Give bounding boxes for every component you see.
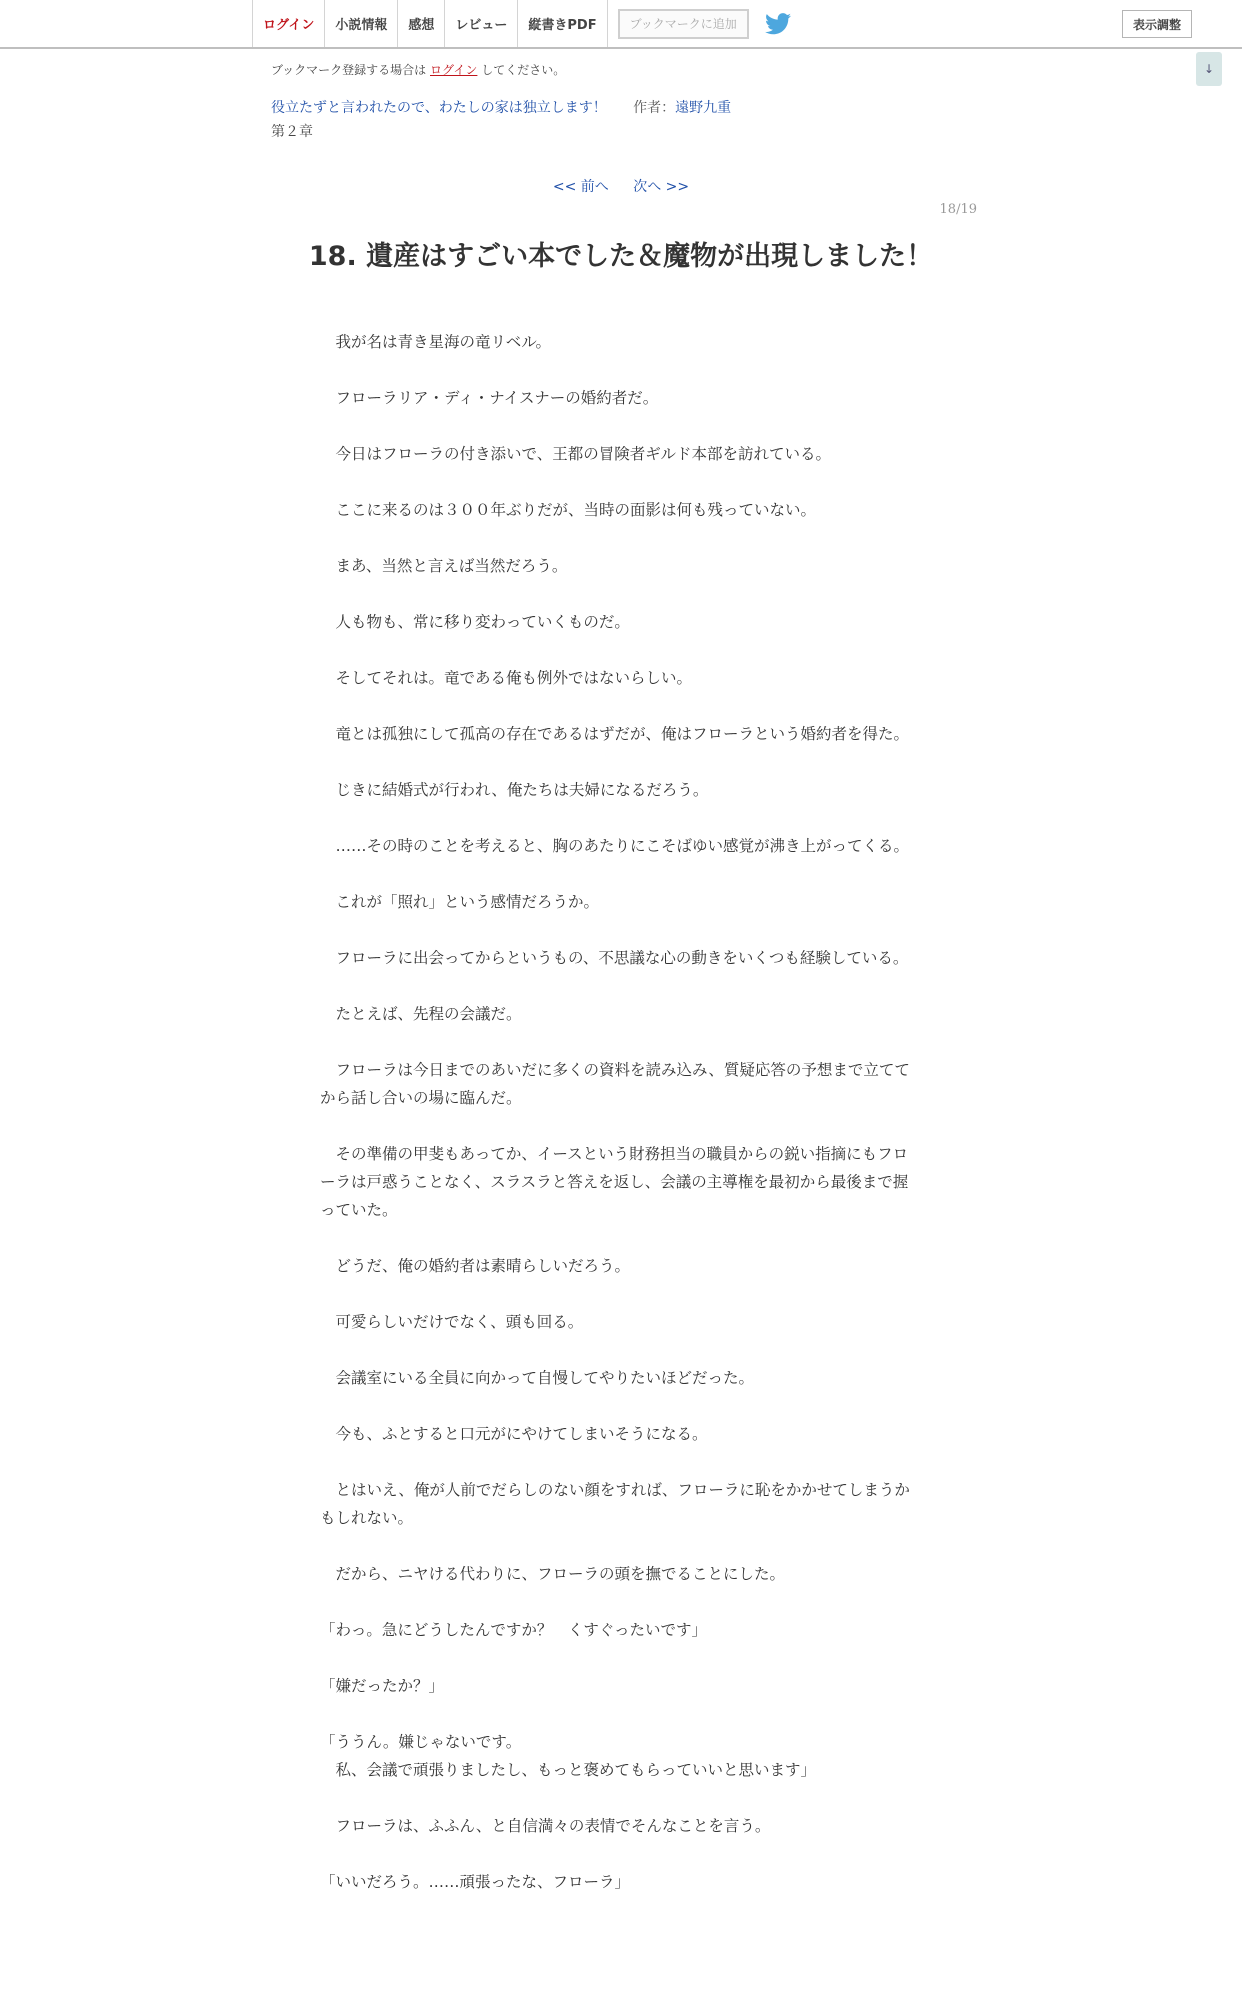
login-link[interactable]: ログイン (252, 0, 324, 47)
site-header (0, 0, 1242, 49)
prev-episode-link[interactable]: << 前へ (552, 179, 609, 195)
paragraph: フローラリア・ディ・ナイスナーの婚約者だ。 (320, 389, 659, 407)
chapter-title: 第２章 (271, 124, 313, 140)
paragraph: 今も、ふとすると口元がにやけてしまいそうになる。 (320, 1425, 708, 1443)
review-link[interactable]: レビュー (444, 0, 517, 47)
paragraph: 竜とは孤独にして孤高の存在であるはずだが、俺はフローラという婚約者を得た。 (320, 725, 910, 743)
novel-header (271, 97, 731, 117)
scroll-down-button[interactable]: ↓ (1196, 52, 1222, 86)
impressions-link[interactable]: 感想 (397, 0, 444, 47)
paragraph: フローラは今日までのあいだに多くの資料を読み込み、質疑応答の予想まで立ててから話し合いの場に臨んだ。 (320, 1061, 910, 1107)
twitter-icon[interactable] (765, 13, 791, 35)
novel-title-link[interactable]: 役立たずと言われたので、わたしの家は独立します！ (271, 100, 607, 116)
paragraph: 「いいだろう。……頑張ったな、フローラ」 (320, 1873, 631, 1891)
paragraph: フローラに出会ってからというもの、不思議な心の動きをいくつも経験している。 (320, 949, 909, 967)
paragraph: 「嫌だったか？」 (320, 1677, 445, 1695)
notice-suffix: してください。 (481, 63, 566, 77)
author-label: 作者： (633, 100, 676, 116)
paragraph: フローラは、ふふん、と自信満々の表情でそんなことを言う。 (320, 1817, 771, 1835)
header-nav (252, 0, 791, 47)
notice-prefix: ブックマーク登録する場合は (271, 63, 427, 77)
episode-title: 18. 遺産はすごい本でした＆魔物が出現しました！ (308, 241, 934, 272)
episode-number: 18/19 (939, 202, 977, 217)
paragraph: とはいえ、俺が人前でだらしのない顔をすれば、フローラに恥をかかせてしまうかもしれない。 (320, 1481, 910, 1527)
paragraph: そしてそれは。竜である俺も例外ではないらしい。 (320, 669, 693, 687)
next-episode-link[interactable]: 次へ >> (633, 179, 690, 195)
paragraph: 会議室にいる全員に向かって自慢してやりたいほどだった。 (320, 1369, 755, 1387)
paragraph: まあ、当然と言えば当然だろう。 (320, 557, 568, 575)
paragraph: 我が名は青き星海の竜リベル。 (320, 333, 551, 351)
paragraph: 「わっ。急にどうしたんですか？ くすぐったいです」 (320, 1621, 708, 1639)
paragraph: その準備の甲斐もあってか、イースという財務担当の職員からの鋭い指摘にもフローラは戸惑うことなく、スラスラと答えを返し、会議の主導権を最初から最後まで握っていた。 (320, 1145, 909, 1219)
notice-login-link[interactable]: ログイン (430, 63, 478, 77)
author-link[interactable]: 遠野九重 (675, 100, 732, 116)
display-settings-button[interactable]: 表示調整 (1122, 10, 1192, 38)
novel-body (320, 328, 916, 1924)
paragraph: ……その時のことを考えると、胸のあたりにこそばゆい感覚が沸き上がってくる。 (320, 837, 910, 855)
paragraph: たとえば、先程の会議だ。 (320, 1005, 522, 1023)
bookmark-notice (271, 61, 565, 78)
paragraph: これが「照れ」という感情だろうか。 (320, 893, 600, 911)
paragraph: 可愛らしいだけでなく、頭も回る。 (320, 1313, 584, 1331)
paragraph: じきに結婚式が行われ、俺たちは夫婦になるだろう。 (320, 781, 709, 799)
pager (0, 176, 1242, 196)
vertical-pdf-link[interactable]: 縦書きPDF (517, 0, 607, 47)
paragraph: だから、ニヤける代わりに、フローラの頭を撫でることにした。 (320, 1565, 786, 1583)
add-bookmark-button[interactable]: ブックマークに追加 (618, 9, 749, 39)
paragraph: ここに来るのは３００年ぶりだが、当時の面影は何も残っていない。 (320, 501, 817, 519)
paragraph: 人も物も、常に移り変わっていくものだ。 (320, 613, 630, 631)
paragraph: 「ううん。嫌じゃないです。 私、会議で頑張りましたし、もっと褒めてもらっていいと思います」 (320, 1733, 817, 1779)
paragraph: 今日はフローラの付き添いで、王都の冒険者ギルド本部を訪れている。 (320, 445, 832, 463)
paragraph: どうだ、俺の婚約者は素晴らしいだろう。 (320, 1257, 631, 1275)
novel-info-link[interactable]: 小説情報 (324, 0, 397, 47)
